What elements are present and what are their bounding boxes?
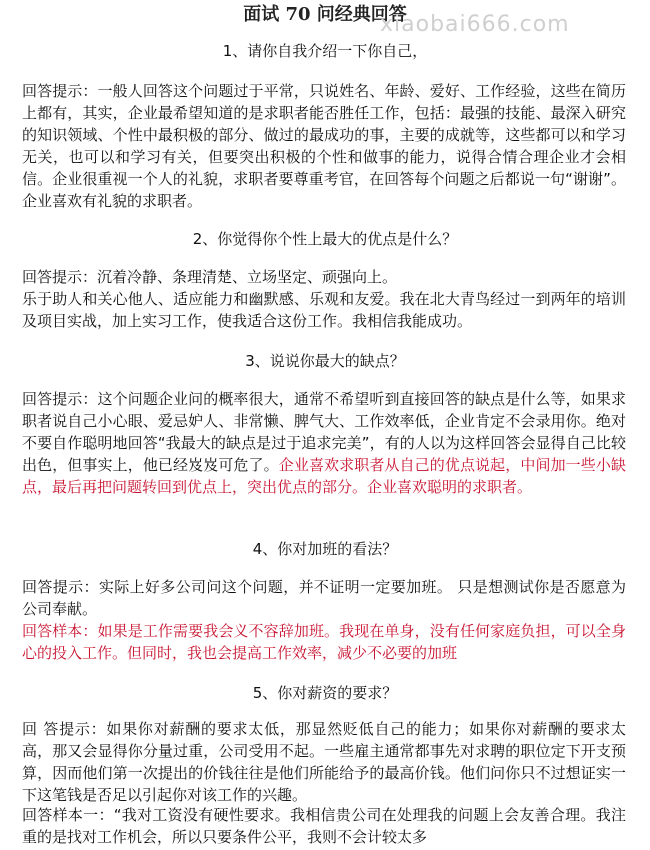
answer-2-line-2: 乐于助人和关心他人、适应能力和幽默感、乐观和友爱。我在北大青鸟经过一到两年的培训及项目实战，加上实习工作，使我适合这份工作。我相信我能成功。 <box>22 290 626 330</box>
question-3: 3、说说你最大的缺点？ <box>245 352 405 370</box>
sample-4 <box>22 620 626 664</box>
answer-5: 回 答提示：如果你对薪酬的要求太低，那显然贬低自己的能力；如果你对薪酬的要求太高，那又会显得你分量过重，公司受用不起。一些雇主通常都事先对求聘的职位定下开支预算，因而他们第一次提出的价钱往往是他们所能给予的最高价钱。他们问你只不过想证实一下这笔钱是否足以引起你对该工作的兴趣。 <box>22 720 626 804</box>
answer-4: 回答提示：实际上好多公司问这个问题，并不证明一定要加班。 只是想测试你是否愿意为公司奉献。 <box>22 578 626 618</box>
question-1: 1、请你自我介绍一下你自己， <box>222 42 428 60</box>
answer-2-line-1: 回答提示：沉着冷静、条理清楚、立场坚定、顽强向上。 <box>22 268 398 286</box>
watermark: xiaobai666.com <box>380 12 570 37</box>
question-2: 2、你觉得你个性上最大的优点是什么？ <box>192 230 458 248</box>
sample-5: 回答样本一：“我对工资没有硬性要求。我相信贵公司在处理我的问题上会友善合理。我注重的是找对工作机会，所以只要条件公平，我则不会计较太多 <box>22 806 626 846</box>
answer-3-highlight: 企业喜欢求职者从自己的优点说起，中间加一些小缺点，最后再把问题转回到优点上，突出优点的部分。企业喜欢聪明的求职者。 <box>22 456 626 496</box>
answer-3 <box>22 388 626 498</box>
sample-4-text: 如果是工作需要我会义不容辞加班。我现在单身，没有任何家庭负担，可以全身心的投入工作。但同时，我也会提高工作效率，减少不必要的加班 <box>22 622 626 662</box>
question-4: 4、你对加班的看法？ <box>252 540 398 558</box>
answer-3-text: 回答提示：这个问题企业问的概率很大，通常不希望听到直接回答的缺点是什么等，如果求职者说自己小心眼、爱忌妒人、非常懒、脾气大、工作效率低，企业肯定不会录用你。绝对不要自作聪明地回答“我最大的缺点是过于追求完美”，有的人以为这样回答会显得自己比较出色，但事实上，他已经岌岌可危了。 <box>22 390 626 474</box>
question-5: 5、你对薪资的要求？ <box>252 684 398 702</box>
answer-1: 回答提示：一般人回答这个问题过于平常，只说姓名、年龄、爱好、工作经验，这些在简历上都有，其实，企业最希望知道的是求职者能否胜任工作，包括：最强的技能、最深入研究的知识领域、个性中最积极的部分、做过的最成功的事，主要的成就等，这些都可以和学习无关，也可以和学习有关，但要突出积极的个性和做事的能力，说得合情合理企业才会相信。企业很重视一个人的礼貌，求职者要尊重考官，在回答每个问题之后都说一句“谢谢”。企业喜欢有礼貌的求职者。 <box>22 82 626 210</box>
sample-4-label: 回答样本： <box>22 622 98 640</box>
page-title: 面试 70 问经典回答 <box>243 4 407 25</box>
